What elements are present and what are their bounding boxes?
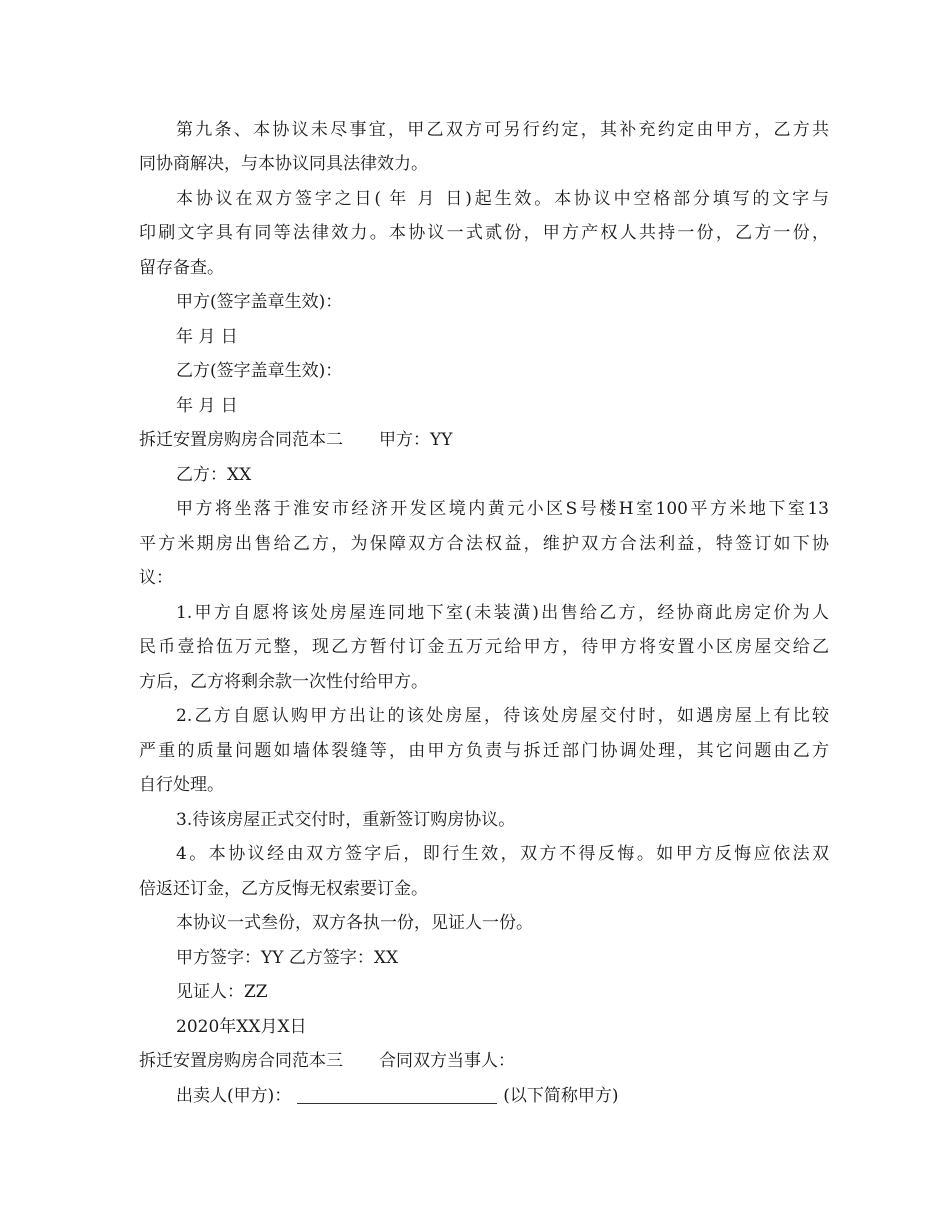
seller-blank-field (297, 1083, 497, 1104)
witness-line: 见证人：ZZ (176, 982, 268, 1002)
party-b-signature-label: 乙方(签字盖章生效)： (176, 361, 343, 381)
seller-line (176, 1079, 829, 1113)
paragraph-line: 严重的质量问题如墙体裂缝等，由甲方负责与拆迁部门协调处理，其它问题由乙方 (139, 741, 829, 761)
paragraph-line: 3.待该房屋正式交付时，重新签订购房协议。 (176, 810, 516, 830)
paragraph-line: 同协商解决，与本协议同具法律效力。 (139, 154, 428, 174)
paragraph-line: 印刷文字具有同等法律效力。本协议一式贰份，甲方产权人共持一份，乙方一份， (139, 223, 829, 243)
paragraph-line: 甲方将坐落于淮安市经济开发区境内黄元小区S号楼H室100平方米地下室13 (176, 499, 829, 519)
paragraph-line: 本协议在双方签字之日( 年 月 日)起生效。本协议中空格部分填写的文字与 (176, 189, 829, 209)
paragraph-line: 1.甲方自愿将该处房屋连同地下室(未装潢)出售给乙方，经协商此房定价为人 (176, 603, 829, 623)
paragraph-line: 第九条、本协议未尽事宜，甲乙双方可另行约定，其补充约定由甲方，乙方共 (176, 120, 829, 140)
signatures-line: 甲方签字：YY 乙方签字：XX (176, 948, 399, 968)
date-line: 年 月 日 (176, 327, 238, 347)
paragraph-line: 方后，乙方将剩余款一次性付给甲方。 (139, 672, 428, 692)
seller-note: (以下简称甲方) (503, 1086, 619, 1106)
paragraph-line: 平方米期房出售给乙方，为保障双方合法权益，维护双方合法利益，特签订如下协 (139, 534, 829, 554)
paragraph-line: 民币壹拾伍万元整，现乙方暂付订金五万元给甲方，待甲方将安置小区房屋交给乙 (139, 637, 829, 657)
party-a-signature-label: 甲方(签字盖章生效)： (176, 292, 343, 312)
paragraph-line: 倍返还订金，乙方反悔无权索要订金。 (139, 879, 428, 899)
paragraph-line: 4。本协议经由双方签字后，即行生效，双方不得反悔。如甲方反悔应依法双 (176, 844, 829, 864)
party-b-name: 乙方：XX (176, 465, 252, 485)
paragraph-line: 议： (139, 568, 173, 588)
seller-label: 出卖人(甲方)： (176, 1086, 292, 1106)
paragraph-line: 留存备查。 (139, 258, 224, 278)
paragraph-line: 本协议一式叁份，双方各执一份，见证人一份。 (176, 913, 533, 933)
section-heading (139, 423, 829, 457)
section-title: 拆迁安置房购房合同范本二 (139, 430, 343, 450)
section-heading (139, 1044, 829, 1078)
paragraph-line: 2.乙方自愿认购甲方出让的该处房屋，待该处房屋交付时，如遇房屋上有比较 (176, 706, 829, 726)
paragraph-line: 自行处理。 (139, 775, 224, 795)
section-title: 拆迁安置房购房合同范本三 (139, 1051, 343, 1071)
date-line: 2020年XX月X日 (176, 1017, 307, 1037)
date-line: 年 月 日 (176, 396, 238, 416)
party-a-name: 甲方：YY (379, 430, 453, 450)
parties-label: 合同双方当事人： (379, 1051, 515, 1071)
